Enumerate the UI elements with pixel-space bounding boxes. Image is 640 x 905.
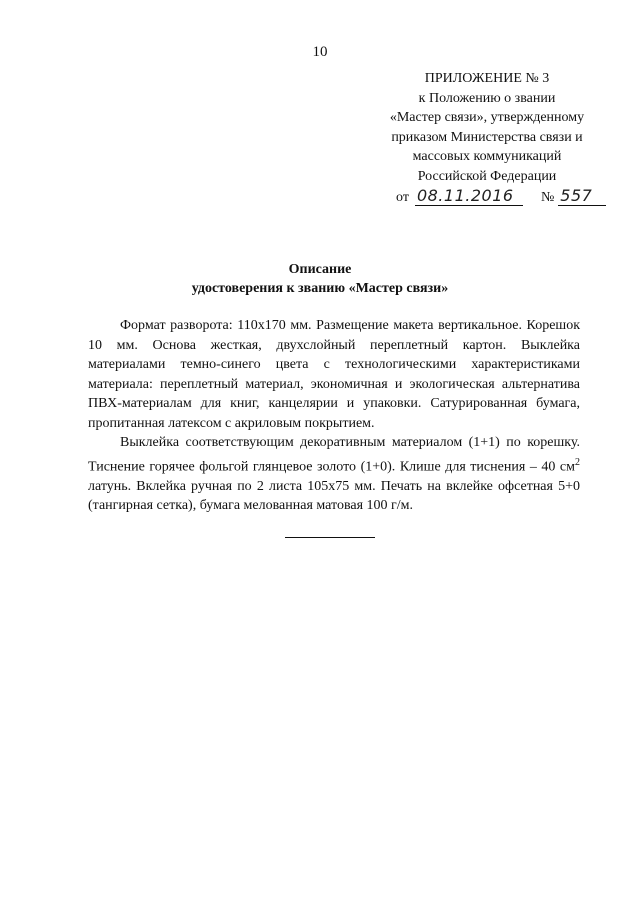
superscript-2: 2 xyxy=(575,456,580,468)
appendix-line: к Положению о звании xyxy=(418,90,556,106)
order-number-handwritten: 557 xyxy=(558,186,606,206)
paragraph-format: Формат разворота: 110х170 мм. Размещение макета вертикальное. Корешок 10 мм. Основа жесткая, двухслойный переплетный картон. Выклейка материалами темно-синего цвета с технологическими характеристиками материала: переплетный материал, экономичная и экологическая альтернатива ПВХ-материалам для книг, канцелярии и упаковки. Сатурированная бумага, пропитанная латексом с акриловым покрытием. xyxy=(88,318,580,431)
end-rule xyxy=(285,537,375,538)
appendix-line: приказом Министерства связи и xyxy=(391,129,583,145)
document-title xyxy=(0,260,640,298)
paragraph-inlay-part1: Выклейка соответствующим декоративным материалом (1+1) по корешку. Тиснение горячее фольгой глянцевое золото (1+0). Клише для тиснения – 40 см xyxy=(88,435,580,475)
order-from-label: от xyxy=(396,190,409,205)
appendix-line: массовых коммуникаций xyxy=(412,149,562,164)
paragraph-inlay-part2: латунь. Вклейка ручная по 2 листа 105х75 мм. Печать на вклейке офсетная 5+0 (тангирная сетка), бумага мелованная матовая 100 г/м. xyxy=(88,478,580,514)
page-number: 10 xyxy=(312,44,328,60)
order-reference xyxy=(396,186,606,210)
paragraph-inlay xyxy=(88,433,580,516)
appendix-line: «Мастер связи», утвержденному xyxy=(389,110,585,125)
title-line-2: удостоверения к званию «Мастер связи» xyxy=(191,281,449,296)
order-number-label: № xyxy=(540,190,555,205)
appendix-line: ПРИЛОЖЕНИЕ № 3 xyxy=(424,71,550,86)
title-line-1: Описание xyxy=(288,262,352,277)
order-date-handwritten: 08.11.2016 xyxy=(415,186,523,206)
appendix-block xyxy=(372,69,602,186)
document-body xyxy=(88,316,580,516)
appendix-line: Российской Федерации xyxy=(417,168,557,184)
